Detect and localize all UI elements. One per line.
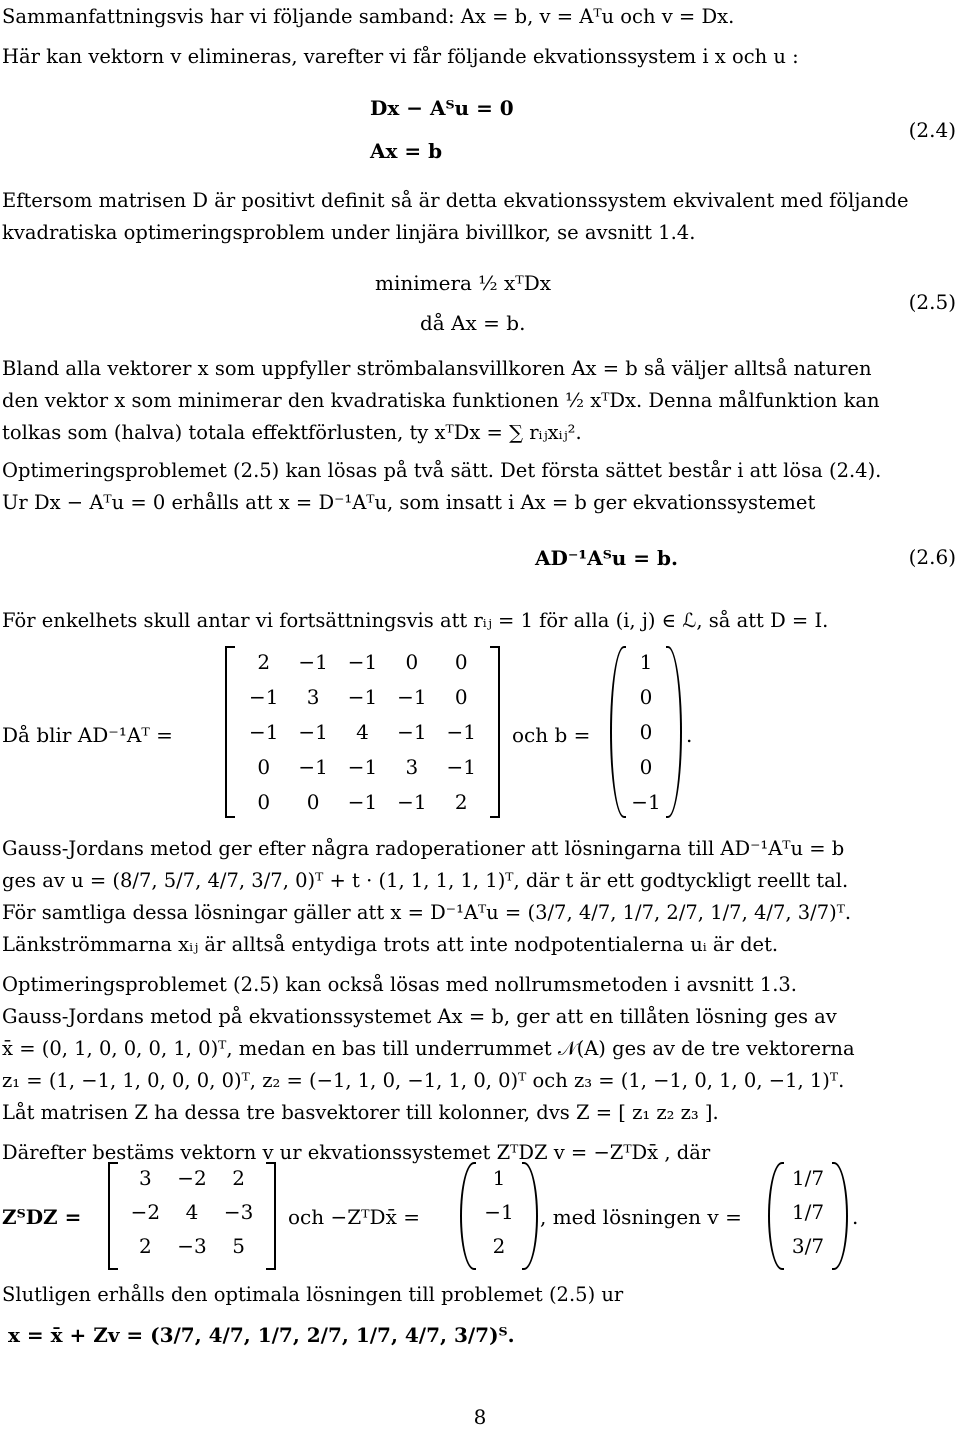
text-line: Optimeringsproblemet (2.5) kan också lösas med nollrumsmetoden i avsnitt 1.3.	[2, 973, 798, 996]
matrix-cell: 1/7	[791, 1200, 825, 1224]
matrix-cell: −1	[446, 755, 477, 779]
text-line: ges av u = (8/7, 5/7, 4/7, 3/7, 0)ᵀ + t · (1, 1, 1, 1, 1)ᵀ, där t är ett godtyckligt reellt tal.	[2, 869, 849, 892]
text-line: Gauss-Jordans metod ger efter några radoperationer att lösningarna till AD⁻¹Aᵀu = b	[2, 837, 845, 860]
matrix-cell: −1	[446, 720, 477, 744]
equation-2-5-row2: då Ax = b.	[420, 311, 526, 335]
text-line: Optimeringsproblemet (2.5) kan lösas på två sätt. Det första sättet består i att lösa (2.4).	[2, 459, 882, 482]
matrix-cell: 2	[232, 1166, 246, 1190]
text-line: Länkströmmarna xᵢⱼ är alltså entydiga trots att inte nodpotentialerna uᵢ är det.	[2, 933, 779, 956]
matrix-cell: −1	[397, 685, 427, 709]
matrix-cell: 3/7	[791, 1234, 825, 1258]
matrix-cell: 0	[306, 790, 320, 814]
matrix-cell: 1	[639, 650, 653, 674]
matrix-cell: 1/7	[791, 1166, 825, 1190]
matrix-cell: 3	[306, 685, 320, 709]
matrix-cell: 0	[257, 755, 271, 779]
final-solution: x = x̄ + Zv = (3/7, 4/7, 1/7, 2/7, 1/7, 4/7, 3/7)ᵀ.	[8, 1323, 515, 1347]
equation-number: (2.5)	[908, 290, 956, 314]
matrix-cell: −1	[298, 650, 328, 674]
vector-v	[768, 1162, 848, 1270]
ZtDZ-label: ZᵀDZ =	[2, 1205, 82, 1229]
text-line: tolkas som (halva) totala effektförlusten, ty xᵀDx = ∑ rᵢⱼxᵢⱼ².	[2, 421, 582, 444]
page-number: 8	[473, 1405, 487, 1429]
matrix-cell: −3	[177, 1234, 207, 1258]
matrix-cell: 2	[454, 790, 468, 814]
matrix-cell: 4	[356, 720, 369, 744]
equation-2-4-row1: Dx − Aᵀu = 0	[370, 96, 514, 120]
period: .	[686, 723, 693, 747]
matrix-cell: −1	[248, 685, 279, 709]
matrix-cell: 0	[639, 720, 653, 744]
matrix-cell: 2	[138, 1234, 152, 1258]
matrix-ZtDZ	[108, 1162, 276, 1270]
text-line: kvadratiska optimeringsproblem under linjära bivillkor, se avsnitt 1.4.	[2, 221, 696, 244]
text-line: Låt matrisen Z ha dessa tre basvektorer till kolonner, dvs Z = [ z₁ z₂ z₃ ].	[2, 1101, 719, 1124]
matrix-cell: 4	[185, 1200, 199, 1224]
matrix-cell: −2	[177, 1166, 207, 1190]
matrix-cell: 1	[492, 1166, 506, 1190]
matrix-cell: −1	[347, 685, 378, 709]
matrix-cell: 0	[257, 790, 271, 814]
matrix-cell: −1	[631, 790, 661, 814]
matrix-cell: −1	[298, 755, 328, 779]
text-line: Här kan vektorn v elimineras, varefter vi får följande ekvationssystem i x och u :	[2, 45, 799, 68]
matrix-ADA	[225, 646, 500, 818]
vector-b	[610, 646, 682, 818]
text-line: Eftersom matrisen D är positivt definit så är detta ekvationssystem ekvivalent med följande	[2, 189, 909, 212]
equation-2-6: AD⁻¹Aᵀu = b.	[535, 546, 678, 570]
och-rhs-label: och −ZᵀDx̄ =	[288, 1205, 420, 1229]
matrix-cell: 0	[405, 650, 419, 674]
matrix-cell: −1	[347, 790, 378, 814]
text-line: För samtliga dessa lösningar gäller att x = D⁻¹Aᵀu = (3/7, 4/7, 1/7, 2/7, 1/7, 4/7, 3/7)ᵀ.	[2, 901, 852, 924]
matrix-cell: −1	[397, 720, 427, 744]
matrix-cell: −2	[130, 1200, 161, 1224]
matrix-cell: 2	[257, 650, 271, 674]
matrix-cell: −1	[397, 790, 427, 814]
matrix-cell: 5	[232, 1234, 246, 1258]
matrix-cell: 3	[405, 755, 419, 779]
matrix-prefix: Då blir AD⁻¹Aᵀ =	[2, 723, 173, 747]
matrix-cell: −1	[248, 720, 279, 744]
matrix-cell: 0	[454, 650, 468, 674]
text-line: x̄ = (0, 1, 0, 0, 0, 1, 0)ᵀ, medan en bas till underrummet 𝒩(A) ges av de tre vektorerna	[2, 1037, 855, 1060]
text-line: Bland alla vektorer x som uppfyller strömbalansvillkoren Ax = b så väljer alltså naturen	[2, 357, 872, 380]
text-line: Därefter bestäms vektorn v ur ekvationssystemet ZᵀDZ v = −ZᵀDx̄ , där	[2, 1141, 711, 1164]
equation-number: (2.6)	[908, 545, 956, 569]
matrix-cell: 0	[639, 685, 653, 709]
equation-2-5-row1: minimera ½ xᵀDx	[375, 271, 552, 295]
text-line: den vektor x som minimerar den kvadratiska funktionen ½ xᵀDx. Denna målfunktion kan	[2, 389, 880, 412]
text-line: Gauss-Jordans metod på ekvationssystemet Ax = b, ger att en tillåten lösning ges av	[2, 1005, 837, 1028]
text-line: Ur Dx − Aᵀu = 0 erhålls att x = D⁻¹Aᵀu, som insatt i Ax = b ger ekvationssystemet	[2, 491, 816, 514]
matrix-cell: 0	[639, 755, 653, 779]
text-line: Sammanfattningsvis har vi följande samband: Ax = b, v = Aᵀu och v = Dx.	[2, 5, 735, 28]
matrix-cell: −1	[347, 755, 378, 779]
matrix-cell: −1	[298, 720, 328, 744]
vector-rhs	[460, 1162, 538, 1270]
text-line: z₁ = (1, −1, 1, 0, 0, 0, 0)ᵀ, z₂ = (−1, 1, 0, −1, 1, 0, 0)ᵀ och z₃ = (1, −1, 0, 1, 0, −1, 1)ᵀ.	[2, 1069, 845, 1092]
matrix-cell: −3	[223, 1200, 254, 1224]
matrix-cell: 2	[492, 1234, 506, 1258]
text-line: För enkelhets skull antar vi fortsättningsvis att rᵢⱼ = 1 för alla (i, j) ∈ ℒ, så att D = I.	[2, 609, 829, 632]
matrix-cell: −1	[347, 650, 378, 674]
och-b-label: och b =	[512, 723, 591, 747]
matrix-cell: 0	[454, 685, 468, 709]
text-line: Slutligen erhålls den optimala lösningen till problemet (2.5) ur	[2, 1283, 624, 1306]
med-losningen-label: , med lösningen v =	[540, 1205, 742, 1229]
period: .	[852, 1205, 859, 1229]
matrix-cell: 3	[138, 1166, 152, 1190]
equation-number: (2.4)	[908, 118, 956, 142]
equation-2-4-row2: Ax = b	[370, 139, 443, 163]
matrix-cell: −1	[484, 1200, 514, 1224]
